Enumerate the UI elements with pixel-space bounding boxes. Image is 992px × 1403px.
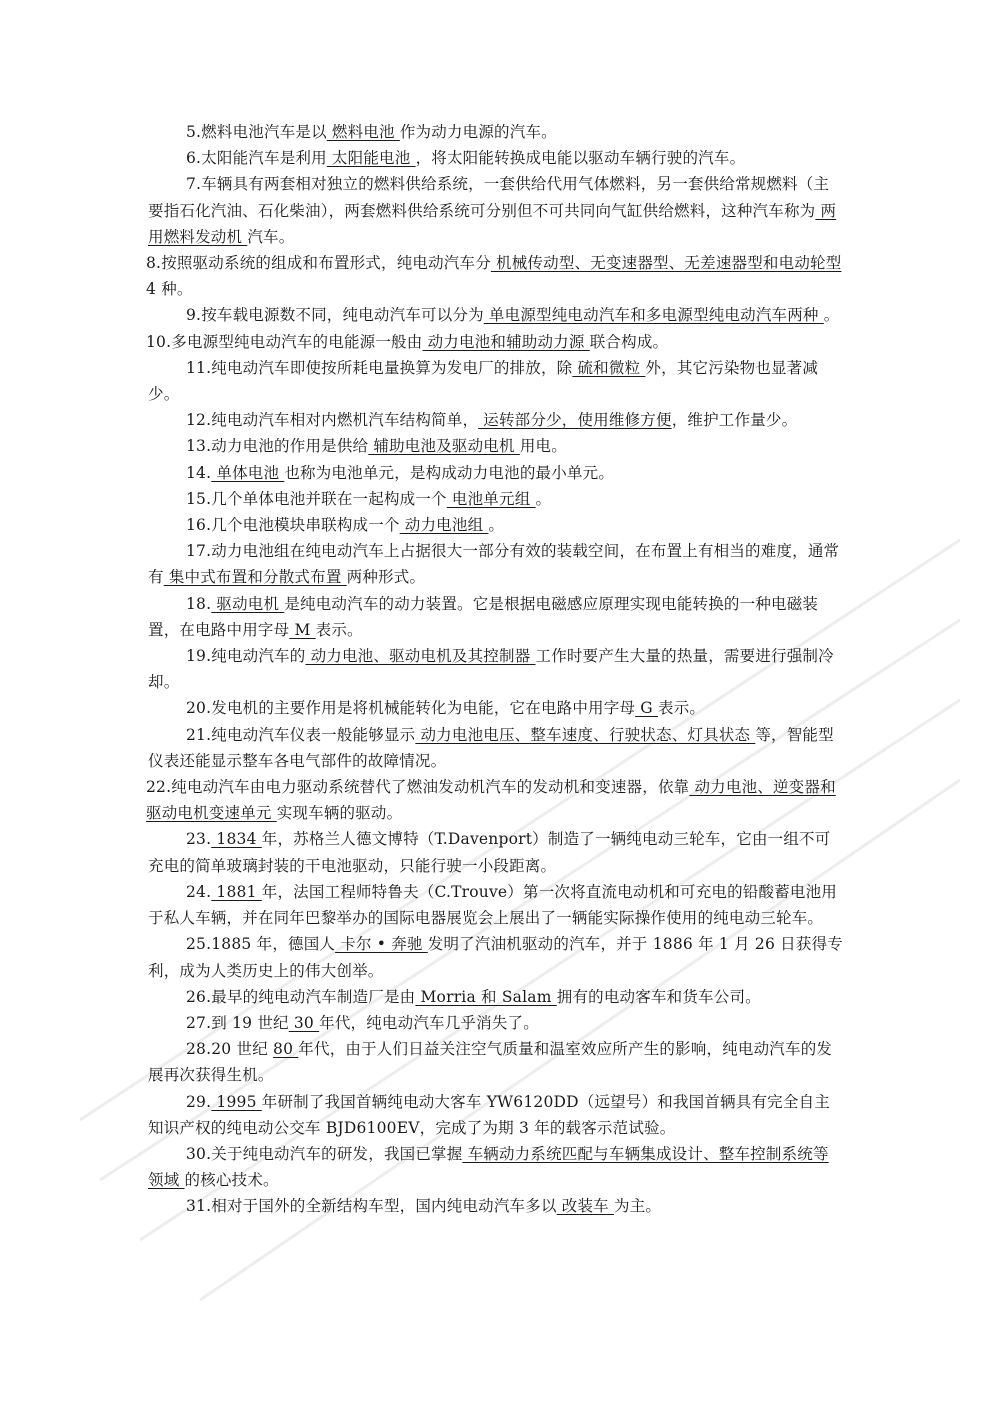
question-text: 14. [186,463,212,482]
question-text: 25.1885 年，德国人 [186,935,336,954]
answer-blank: 动力电池组 [399,516,489,535]
answer-blank: M [289,620,316,639]
answer-blank: 硫和微粒 [572,358,646,377]
answer-blank: 30 [288,1013,320,1032]
question-text: 表示。 [658,699,706,718]
question-text: 年代，纯电动汽车几乎消失了。 [319,1013,539,1032]
answer-blank: 辅助电池及驱动电机 [368,437,520,456]
question-item [146,329,843,355]
question-text: 年，苏格兰人德文博特（T.Davenport）制造了一辆纯电动三轮车，它由一组不可充电的简单玻璃封装的干电池驱动，只能行驶一小段距离。 [148,830,831,875]
answer-blank: 单体电池 [211,463,285,482]
question-item [148,1036,843,1088]
answer-blank: 动力电池和辅助动力源 [422,332,590,351]
question-text: ，维护工作量少。 [671,411,798,430]
question-item [148,171,843,250]
question-item [148,826,843,878]
question-text: 为主。 [614,1197,662,1216]
answer-blank: 动力电池电压、整车速度、行驶状态、灯具状态 [415,725,756,744]
question-text: 两种形式。 [346,568,426,587]
question-item [148,984,843,1010]
question-text: 拥有的电动客车和货车公司。 [556,987,761,1006]
question-text: 等，智能型仪表还能显示整车各电气部件的故障情况。 [148,725,834,770]
answer-blank: 动力电池、逆变器和驱动电机变速单元 [146,778,836,823]
question-text: 28.20 世纪 [186,1040,274,1059]
question-item [148,1141,843,1193]
question-text: ，将太阳能转换成电能以驱动车辆行驶的汽车。 [415,149,746,168]
question-text: 6.太阳能汽车是利用 [186,149,327,168]
question-text: 。 [488,516,505,535]
question-text: 5.燃料电池汽车是以 [186,123,327,141]
question-text: 27.到 19 世纪 [186,1013,289,1032]
question-item [148,538,843,590]
question-item [148,695,843,721]
answer-blank: 1834 [211,830,262,849]
question-item [148,722,843,774]
question-text: 4 种。 [146,280,193,299]
question-text: 外，其它污染物也显著减少。 [148,358,819,404]
question-text: 工作时要产生大量的热量，需要进行强制冷却。 [148,647,834,692]
question-item [148,1010,843,1036]
question-text: 用电。 [519,437,567,456]
question-text: 表示。 [315,620,363,639]
answer-blank: 1995 [211,1092,262,1111]
question-item [148,145,843,171]
question-text: 联合构成。 [589,332,669,351]
question-item [148,302,843,328]
question-text: 16.几个电池模块串联构成一个 [186,516,400,535]
question-text: 13.动力电池的作用是供给 [186,437,369,456]
answer-blank: 单电源型纯电动汽车和多电源型纯电动汽车两种 [483,306,824,325]
question-text: 29. [186,1092,212,1111]
question-text: 31.相对于国外的全新结构车型，国内纯电动汽车多以 [186,1197,557,1216]
question-text: 15.几个单体电池并联在一起构成一个 [186,489,447,508]
question-text: 汽车。 [247,227,295,246]
question-text: 作为动力电源的汽车。 [399,123,557,141]
question-text: 实现车辆的驱动。 [276,804,403,823]
answer-blank: 驱动电机 [211,594,285,613]
question-text: 7.车辆具有两套相对独立的燃料供给系统，一套供给代用气体燃料，另一套供给常规燃料（主要指石化汽油、石化柴油），两套燃料供给系统可分别但不可共同向气缸供给燃料，这种汽车称为 [148,175,830,220]
question-text: 21.纯电动汽车仪表一般能够显示 [186,725,416,744]
question-text: 11.纯电动汽车即使按所耗电量换算为发电厂的排放，除 [186,358,573,377]
question-item [148,643,843,695]
answer-blank: 太阳能电池 [326,149,416,168]
answer-blank: 运转部分少，使用维修方便 [478,411,672,430]
question-item [148,486,843,512]
question-text: 18. [186,594,212,613]
question-text: 30.关于纯电动汽车的研发，我国已掌握 [186,1144,463,1163]
question-item [148,119,843,145]
question-text: 23. [186,830,212,849]
question-item [148,512,843,538]
question-item [148,433,843,459]
question-text: 26.最早的纯电动汽车制造厂是由 [186,987,416,1006]
question-text: 8.按照驱动系统的组成和布置形式，纯电动汽车分 [146,254,491,273]
question-item [146,250,843,302]
question-text: 20.发电机的主要作用是将机械能转化为电能，它在电路中用字母 [186,699,636,718]
answer-blank: 机械传动型、无变速器型、无差速器型和电动轮型 [490,254,842,273]
answer-blank: 80 [273,1040,299,1059]
question-item [148,931,843,983]
answer-blank: G [635,699,658,718]
answer-blank: 燃料电池 [326,123,400,141]
answer-blank: Morria 和 Salam [415,987,557,1006]
question-text: 。 [535,489,552,508]
answer-blank: 车辆动力系统匹配与车辆集成设计、整车控制系统等领域 [148,1144,829,1190]
question-item [148,1193,843,1219]
question-item [148,879,843,931]
question-item [146,774,843,826]
answer-blank: 两用燃料发动机 [148,201,837,246]
question-text: 年代，由于人们日益关注空气质量和温室效应所产生的影响，纯电动汽车的发展再次获得生机。 [148,1040,833,1085]
question-text: 也称为电池单元，是构成动力电池的最小单元。 [284,463,615,482]
document-body [148,119,843,1220]
question-text: 9.按车载电源数不同，纯电动汽车可以分为 [186,306,484,325]
question-text: 年研制了我国首辆纯电动大客车 YW6120DD（远望号）和我国首辆具有完全自主知识产权的纯电动公交车 BJD6100EV，完成了为期 3 年的载客示范试验。 [148,1092,830,1137]
question-text: 10.多电源型纯电动汽车的电能源一般由 [146,332,423,351]
question-item [148,1089,843,1141]
question-text: 的核心技术。 [184,1171,279,1190]
question-text: 24. [186,882,212,901]
answer-blank: 电池单元组 [446,489,536,508]
question-item [148,355,843,407]
question-text: 发明了汽油机驱动的汽车，并于 1886 年 1 月 26 日获得专利，成为人类历史上的伟大创举。 [148,935,843,980]
question-text: 19.纯电动汽车的 [186,647,306,666]
question-text: 22.纯电动汽车由电力驱动系统替代了燃油发动机汽车的发动机和变速器，依靠 [146,778,690,797]
question-item [148,407,843,433]
question-text: 。 [823,306,840,325]
answer-blank: 卡尔 • 奔驰 [335,935,428,954]
answer-blank: 改装车 [556,1197,615,1216]
question-text: 12.纯电动汽车相对内燃机汽车结构简单， [186,411,479,430]
answer-blank: 集中式布置和分散式布置 [163,568,347,587]
question-text: 17.动力电池组在纯电动汽车上占据很大一部分有效的装载空间，在布置上有相当的难度，通常有 [148,542,840,587]
question-text: 年，法国工程师特鲁夫（C.Trouve）第一次将直流电动机和可充电的铅酸蓄电池用于私人车辆，并在同年巴黎举办的国际电器展览会上展出了一辆能实际操作使用的纯电动三轮车。 [148,882,838,928]
question-item [148,460,843,486]
question-text: 是纯电动汽车的动力装置。它是根据电磁感应原理实现电能转换的一种电磁装置，在电路中用字母 [148,594,819,639]
answer-blank: 动力电池、驱动电机及其控制器 [305,647,536,666]
question-item [148,591,843,643]
answer-blank: 1881 [211,882,262,901]
